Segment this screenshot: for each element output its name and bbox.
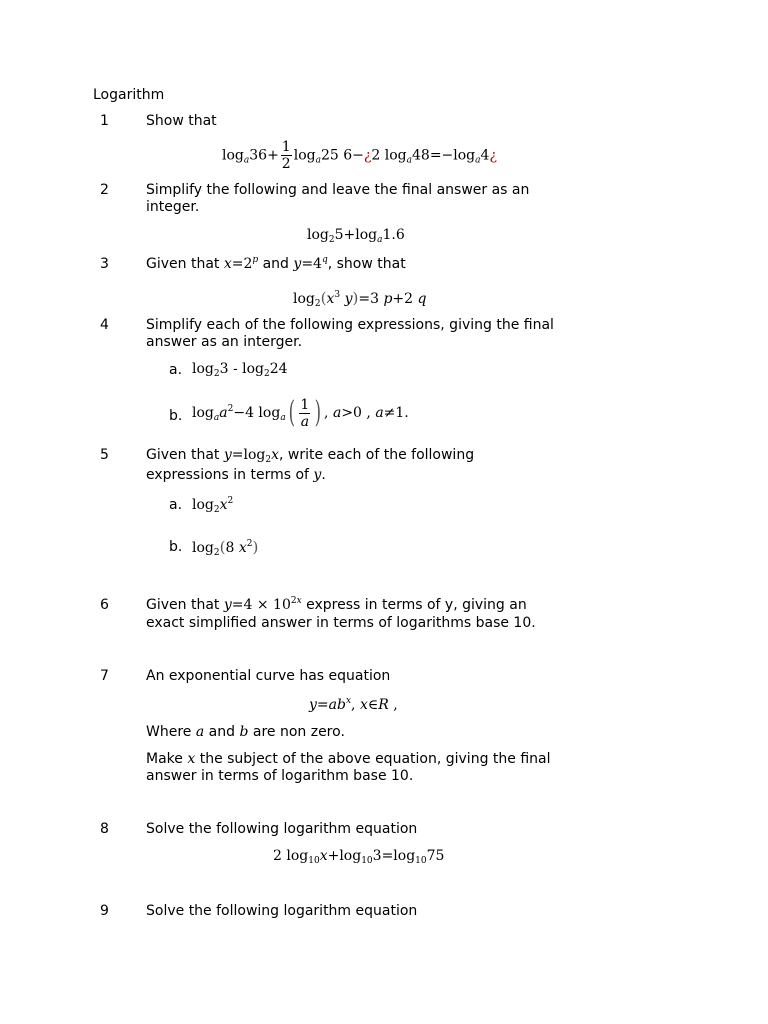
question-7-make-2: the subject of the above equation, giving the final (195, 751, 551, 767)
question-5-rest: , write each of the following (279, 447, 475, 463)
question-5-line-2b: . (321, 467, 326, 483)
question-number-3: 3 (100, 256, 109, 272)
question-7-equation: $y=ab^x$, x∈R , (309, 696, 398, 713)
question-1-equation: $\log_a36+$ $\frac{1}{2}$ $\log_a25$ 6−¿2 $\log_a48=-\log_a4¿$ (222, 139, 497, 172)
question-5-part-b-label: b. (169, 539, 183, 555)
question-7-where-2: and (204, 724, 240, 740)
question-number-1: 1 (100, 113, 109, 129)
question-3-given: Given that (146, 256, 224, 272)
question-2-line-1: Simplify the following and leave the final answer as an (146, 182, 530, 198)
question-number-4: 4 (100, 317, 109, 333)
question-2-equation: $\log_25+\log_a1.6$ (307, 227, 405, 245)
question-7-where: Where a and b are non zero. (146, 724, 345, 740)
question-5-line-2: expressions in terms of y. (146, 467, 326, 483)
question-1-text: Show that (146, 113, 217, 129)
question-3-show: , show that (327, 256, 406, 272)
question-7-make-1: Make (146, 751, 188, 767)
question-5-part-a-expression: $\log_2x^2$ (192, 496, 234, 515)
question-4-part-b-expression: $\log_aa^2-4$ $\log_a$( $\frac{1}{a}$ ) , a>0 , a≠1. (192, 395, 409, 430)
question-6-line-1: Given that $y=4 \times 10^{2x}$ express in terms of y, giving an (146, 596, 527, 613)
question-4-part-a-expression: $\log_23 - \log_224$ (192, 361, 288, 379)
question-5-line-2a: expressions in terms of (146, 467, 314, 483)
question-7-where-3: are non zero. (248, 724, 345, 740)
question-3-text: Given that $x=2^p$ and $y=4^q$, show that (146, 255, 406, 272)
question-4-part-b-label: b. (169, 408, 183, 424)
question-8-text: Solve the following logarithm equation (146, 821, 418, 837)
question-number-5: 5 (100, 447, 109, 463)
question-5-part-a-label: a. (169, 497, 183, 513)
question-number-8: 8 (100, 821, 109, 837)
question-number-7: 7 (100, 668, 109, 684)
question-3-and: and (258, 256, 294, 272)
question-5-part-b-expression: $\log_2(8$ $x^2$) (192, 538, 259, 558)
question-6-line-2: exact simplified answer in terms of logarithms base 10. (146, 615, 536, 631)
question-4-line-2: answer as an interger. (146, 334, 303, 350)
question-number-2: 2 (100, 182, 109, 198)
question-number-9: 9 (100, 903, 109, 919)
question-7-make-line-1: Make x the subject of the above equation, giving the final (146, 751, 551, 767)
question-3-equation: $\log_2(x^3$ y)=3 p+2 q (293, 289, 427, 309)
question-2-line-2: integer. (146, 199, 200, 215)
question-7-make-line-2: answer in terms of logarithm base 10. (146, 768, 414, 784)
question-6-given: Given that (146, 597, 224, 613)
question-7-line-1: An exponential curve has equation (146, 668, 391, 684)
question-5-line-1: Given that $y=\log_2x$, write each of the following (146, 447, 475, 465)
question-4-line-1: Simplify each of the following expressions, giving the final (146, 317, 554, 333)
question-8-equation: 2 $\log_{10}x+\log_{10}3=\log_{10}75$ (273, 848, 445, 866)
question-5-given: Given that (146, 447, 224, 463)
question-6-rest: express in terms of y, giving an (301, 597, 527, 613)
question-4-part-a-label: a. (169, 362, 183, 378)
question-7-where-1: Where (146, 724, 196, 740)
page-title: Logarithm (93, 87, 165, 103)
question-9-text: Solve the following logarithm equation (146, 903, 418, 919)
question-number-6: 6 (100, 597, 109, 613)
